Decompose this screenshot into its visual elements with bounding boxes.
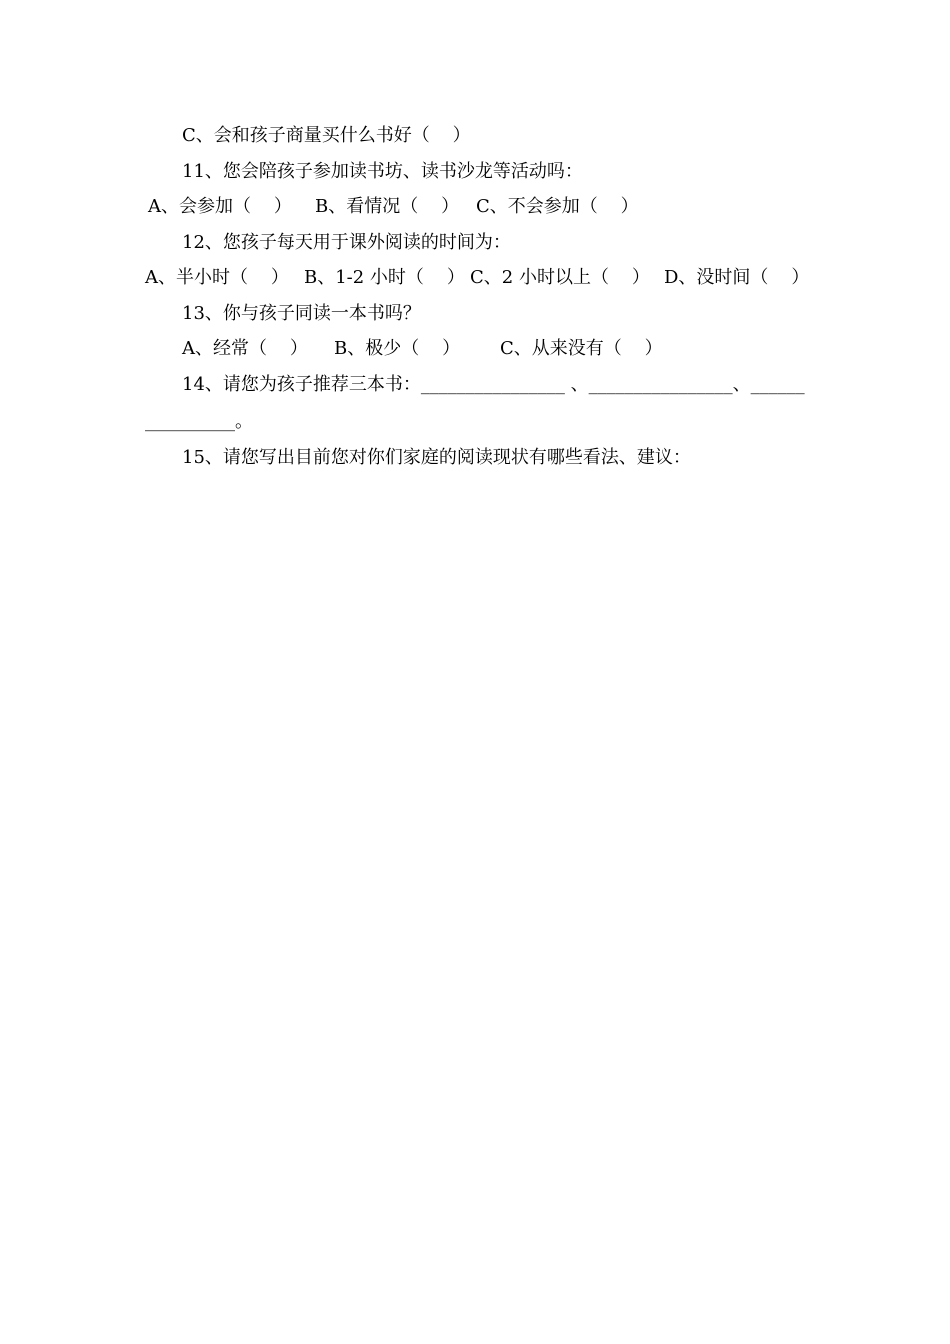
q11-question: 11、您会陪孩子参加读书坊、读书沙龙等活动吗：: [182, 161, 583, 182]
q12-option-d: D、没时间（ ）: [664, 267, 810, 288]
q10-option-c: C、会和孩子商量买什么书好（ ）: [182, 125, 471, 146]
q13-question: 13、你与孩子同读一本书吗？: [182, 303, 421, 324]
q14-question-line2: __________。: [145, 411, 253, 432]
q11-option-c: C、不会参加（ ）: [476, 196, 639, 217]
q13-option-b: B、极少（ ）: [334, 338, 461, 359]
q13-option-a: A、经常（ ）: [182, 338, 308, 359]
q11-option-a: A、会参加（ ）: [148, 196, 292, 217]
q12-option-b: B、1-2 小时（ ）: [304, 267, 465, 288]
q12-question: 12、您孩子每天用于课外阅读的时间为：: [182, 232, 511, 253]
q14-question-line1: 14、请您为孩子推荐三本书：________________ 、________________、______: [182, 374, 805, 395]
q15-question: 15、请您写出目前您对你们家庭的阅读现状有哪些看法、建议：: [182, 447, 691, 468]
q12-option-c: C、2 小时以上（ ）: [470, 267, 650, 288]
q12-option-a: A、半小时（ ）: [145, 267, 289, 288]
q11-option-b: B、看情况（ ）: [315, 196, 460, 217]
q13-option-c: C、从来没有（ ）: [500, 338, 663, 359]
